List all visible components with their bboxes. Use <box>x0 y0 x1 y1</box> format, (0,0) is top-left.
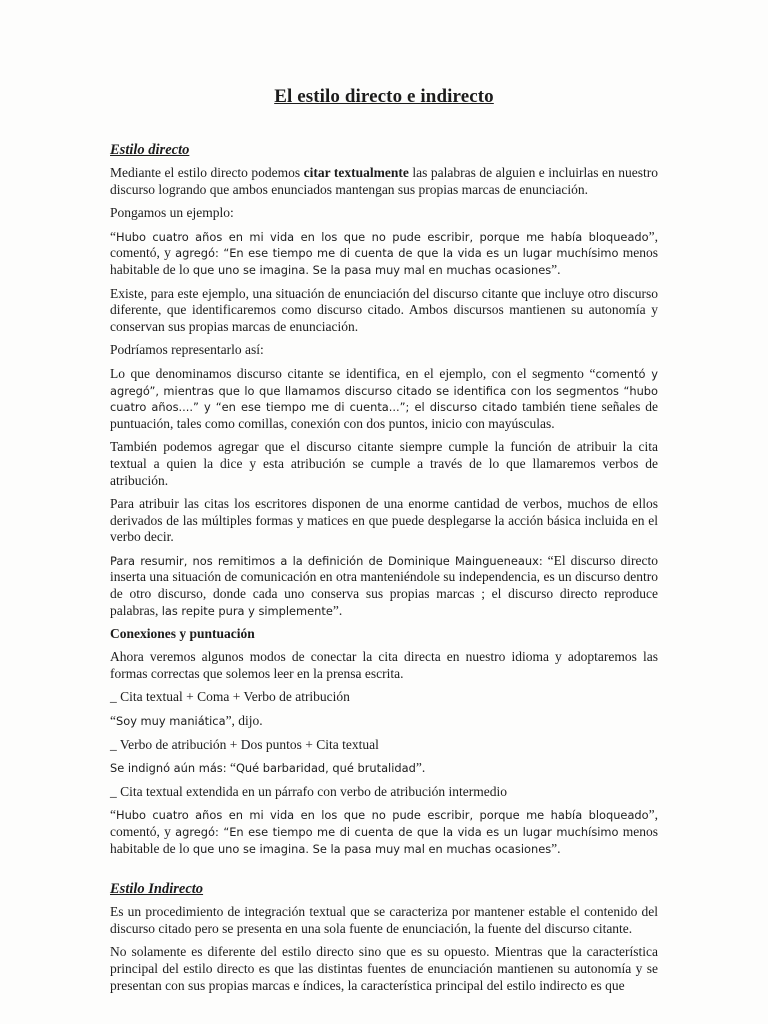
paragraph: Existe, para este ejemplo, una situación de enunciación del discurso citante que incluye otro discurso diferente, que identificaremos como discurso citado. Ambos discursos mantienen su autonomía y conservan sus propias marcas de enunciación. <box>110 285 658 334</box>
paragraph: Es un procedimiento de integración textual que se caracteriza por mantener estable el contenido del discurso citado pero se presenta en una sola fuente de enunciación, la fuente del discurso citante. <box>110 904 658 936</box>
paragraph: Para resumir, nos remitimos a la definición de Dominique Maingueneaux: “El discurso directo inserta una situación de comunicación en otra manteniéndole su independencia, es un discurso dentro de otro discurso, donde cada uno conserva sus propias marcas ; el discurso directo reproduce palabras, las repite pura y simplemente”. <box>110 552 658 618</box>
paragraph: No solamente es diferente del estilo directo sino que es su opuesto. Mientras que la característica principal del estilo directo es que las distintas fuentes de enunciación mantienen su autonomía y se presentan con sus propias marcas e índices, la característica principal del estilo indirecto es que <box>110 944 658 993</box>
subheading-conexiones: Conexiones y puntuación <box>110 626 255 642</box>
bold-phrase: citar textualmente <box>303 165 409 180</box>
example-line: Se indignó aún más: “Qué barbaridad, qué brutalidad”. <box>110 760 426 776</box>
paragraph: Ahora veremos algunos modos de conectar la cita directa en nuestro idioma y adoptaremos las formas correctas que solemos leer en la prensa escrita. <box>110 649 658 681</box>
paragraph: También podemos agregar que el discurso citante siempre cumple la función de atribuir la cita textual a quien la dice y esta atribución se cumple a través de lo que llamaremos verbos de atribución. <box>110 439 658 488</box>
section-heading-estilo-directo: Estilo directo <box>110 142 190 158</box>
paragraph: Mediante el estilo directo podemos citar textualmente las palabras de alguien e incluirlas en nuestro discurso logrando que ambos enunciados mantengan sus propias marcas de enunciación. <box>110 165 658 197</box>
pattern-line: _ Verbo de atribución + Dos puntos + Cita textual <box>110 736 379 752</box>
paragraph: Lo que denominamos discurso citante se identifica, en el ejemplo, con el segmento “comentó y agregó”, mientras que lo que llamamos discurso citado se identifica con los segmentos “hubo cuatro años....” y “en ese tiempo me di cuenta...”; el discurso citado también tiene señales de puntuación, tales como comillas, conexión con dos puntos, inicio con mayúsculas. <box>110 365 658 431</box>
pattern-line: _ Cita textual extendida en un párrafo con verbo de atribución intermedio <box>110 783 507 799</box>
paragraph: Para atribuir las citas los escritores disponen de una enorme cantidad de verbos, muchos de ellos derivados de las múltiples formas y matices en que puede desplegarse la acción básica incluida en el verbo decir. <box>110 496 658 545</box>
document-title: El estilo directo e indirecto <box>274 86 494 107</box>
section-heading-estilo-indirecto: Estilo Indirecto <box>110 881 204 898</box>
paragraph: Pongamos un ejemplo: <box>110 205 234 221</box>
paragraph: Podríamos representarlo así: <box>110 342 264 358</box>
pattern-line: _ Cita textual + Coma + Verbo de atribución <box>110 689 350 705</box>
quoted-example: “Hubo cuatro años en mi vida en los que no pude escribir, porque me había bloqueado”, comentó, y agregó: “En ese tiempo me di cuenta de que la vida es un lugar muchísimo menos habitable de lo que uno se imagina. Se la pasa muy mal en muchas ocasiones”. <box>110 807 658 856</box>
quoted-example: “Hubo cuatro años en mi vida en los que no pude escribir, porque me había bloqueado”, comentó, y agregó: “En ese tiempo me di cuenta de que la vida es un lugar muchísimo menos habitable de lo que uno se imagina. Se la pasa muy mal en muchas ocasiones”. <box>110 228 658 277</box>
example-line: “Soy muy maniática”, dijo. <box>110 713 263 729</box>
